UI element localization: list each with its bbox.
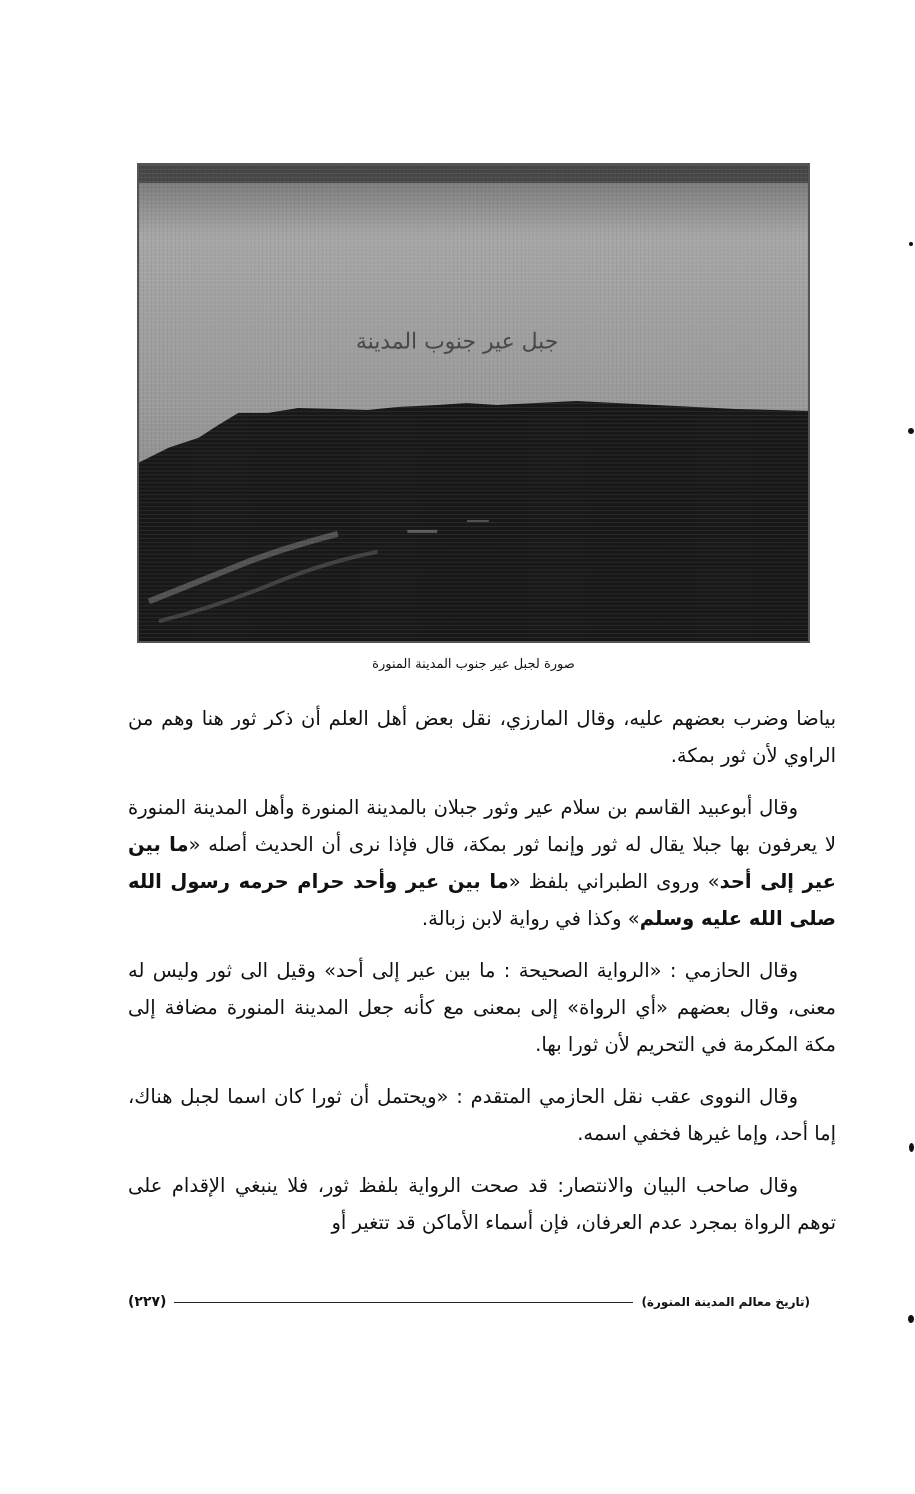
paragraph-2-text-a: وقال أبوعبيد القاسم بن سلام عير وثور جبلان بالمدينة المنورة وأهل المدينة المنورة لا يعرفون بها جبلا يقال له ثور وإنما ثور بمكة، قال فإذا نرى أن الحديث أصله « (128, 796, 836, 856)
scan-mark (908, 1315, 914, 1323)
scan-mark (908, 428, 914, 434)
paragraph-3: وقال الحازمي : «الرواية الصحيحة : ما بين عير إلى أحد» وقيل الى ثور وليس له معنى، وقال بعضهم «أي الرواة» إلى بمعنى مع كأنه جعل المدينة المنورة مضافة إلى مكة المكرمة في التحريم لأن ثورا بها. (128, 959, 836, 1056)
body-text (128, 700, 836, 1256)
paragraph-2-text-e: » وكذا في رواية لابن زبالة. (421, 907, 640, 930)
scan-mark (909, 242, 913, 246)
page-number: (٢٢٧) (128, 1294, 167, 1310)
paragraph-2-text-c: » وروى الطبراني بلفظ « (508, 870, 720, 893)
page-footer (128, 1290, 810, 1314)
footer-book-title: (تاريخ معالم المدينة المنورة) (641, 1295, 810, 1309)
photo-caption: صورة لجبل عير جنوب المدينة المنورة (372, 657, 575, 672)
mountain-photo (137, 163, 810, 643)
scan-mark (909, 1143, 914, 1152)
paragraph-5: وقال صاحب البيان والانتصار: قد صحت الرواية بلفظ ثور، فلا ينبغي الإقدام على توهم الرواة بمجرد عدم العرفان، فإن أسماء الأماكن قد تتغير أو (128, 1174, 836, 1234)
paragraph-2 (128, 789, 836, 937)
handwritten-note: جبل عير جنوب المدينة (355, 329, 559, 355)
hadith-quote-2: ما بين عير وأحد حرام حرمه رسول الله صلى الله عليه وسلم (128, 870, 836, 930)
hadith-quote-1: ما بين عير إلى أحد (128, 833, 836, 893)
footer-rule (174, 1302, 633, 1303)
paragraph-1: بياضا وضرب بعضهم عليه، وقال المارزي، نقل بعض أهل العلم أن ذكر ثور هنا وهم من الراوي لأن ثور بمكة. (128, 707, 836, 767)
mountain-photo-graphic (139, 165, 808, 641)
paragraph-4: وقال النووى عقب نقل الحازمي المتقدم : «ويحتمل أن ثورا كان اسما لجبل هناك، إما أحد، وإما غيرها فخفي اسمه. (128, 1085, 836, 1145)
